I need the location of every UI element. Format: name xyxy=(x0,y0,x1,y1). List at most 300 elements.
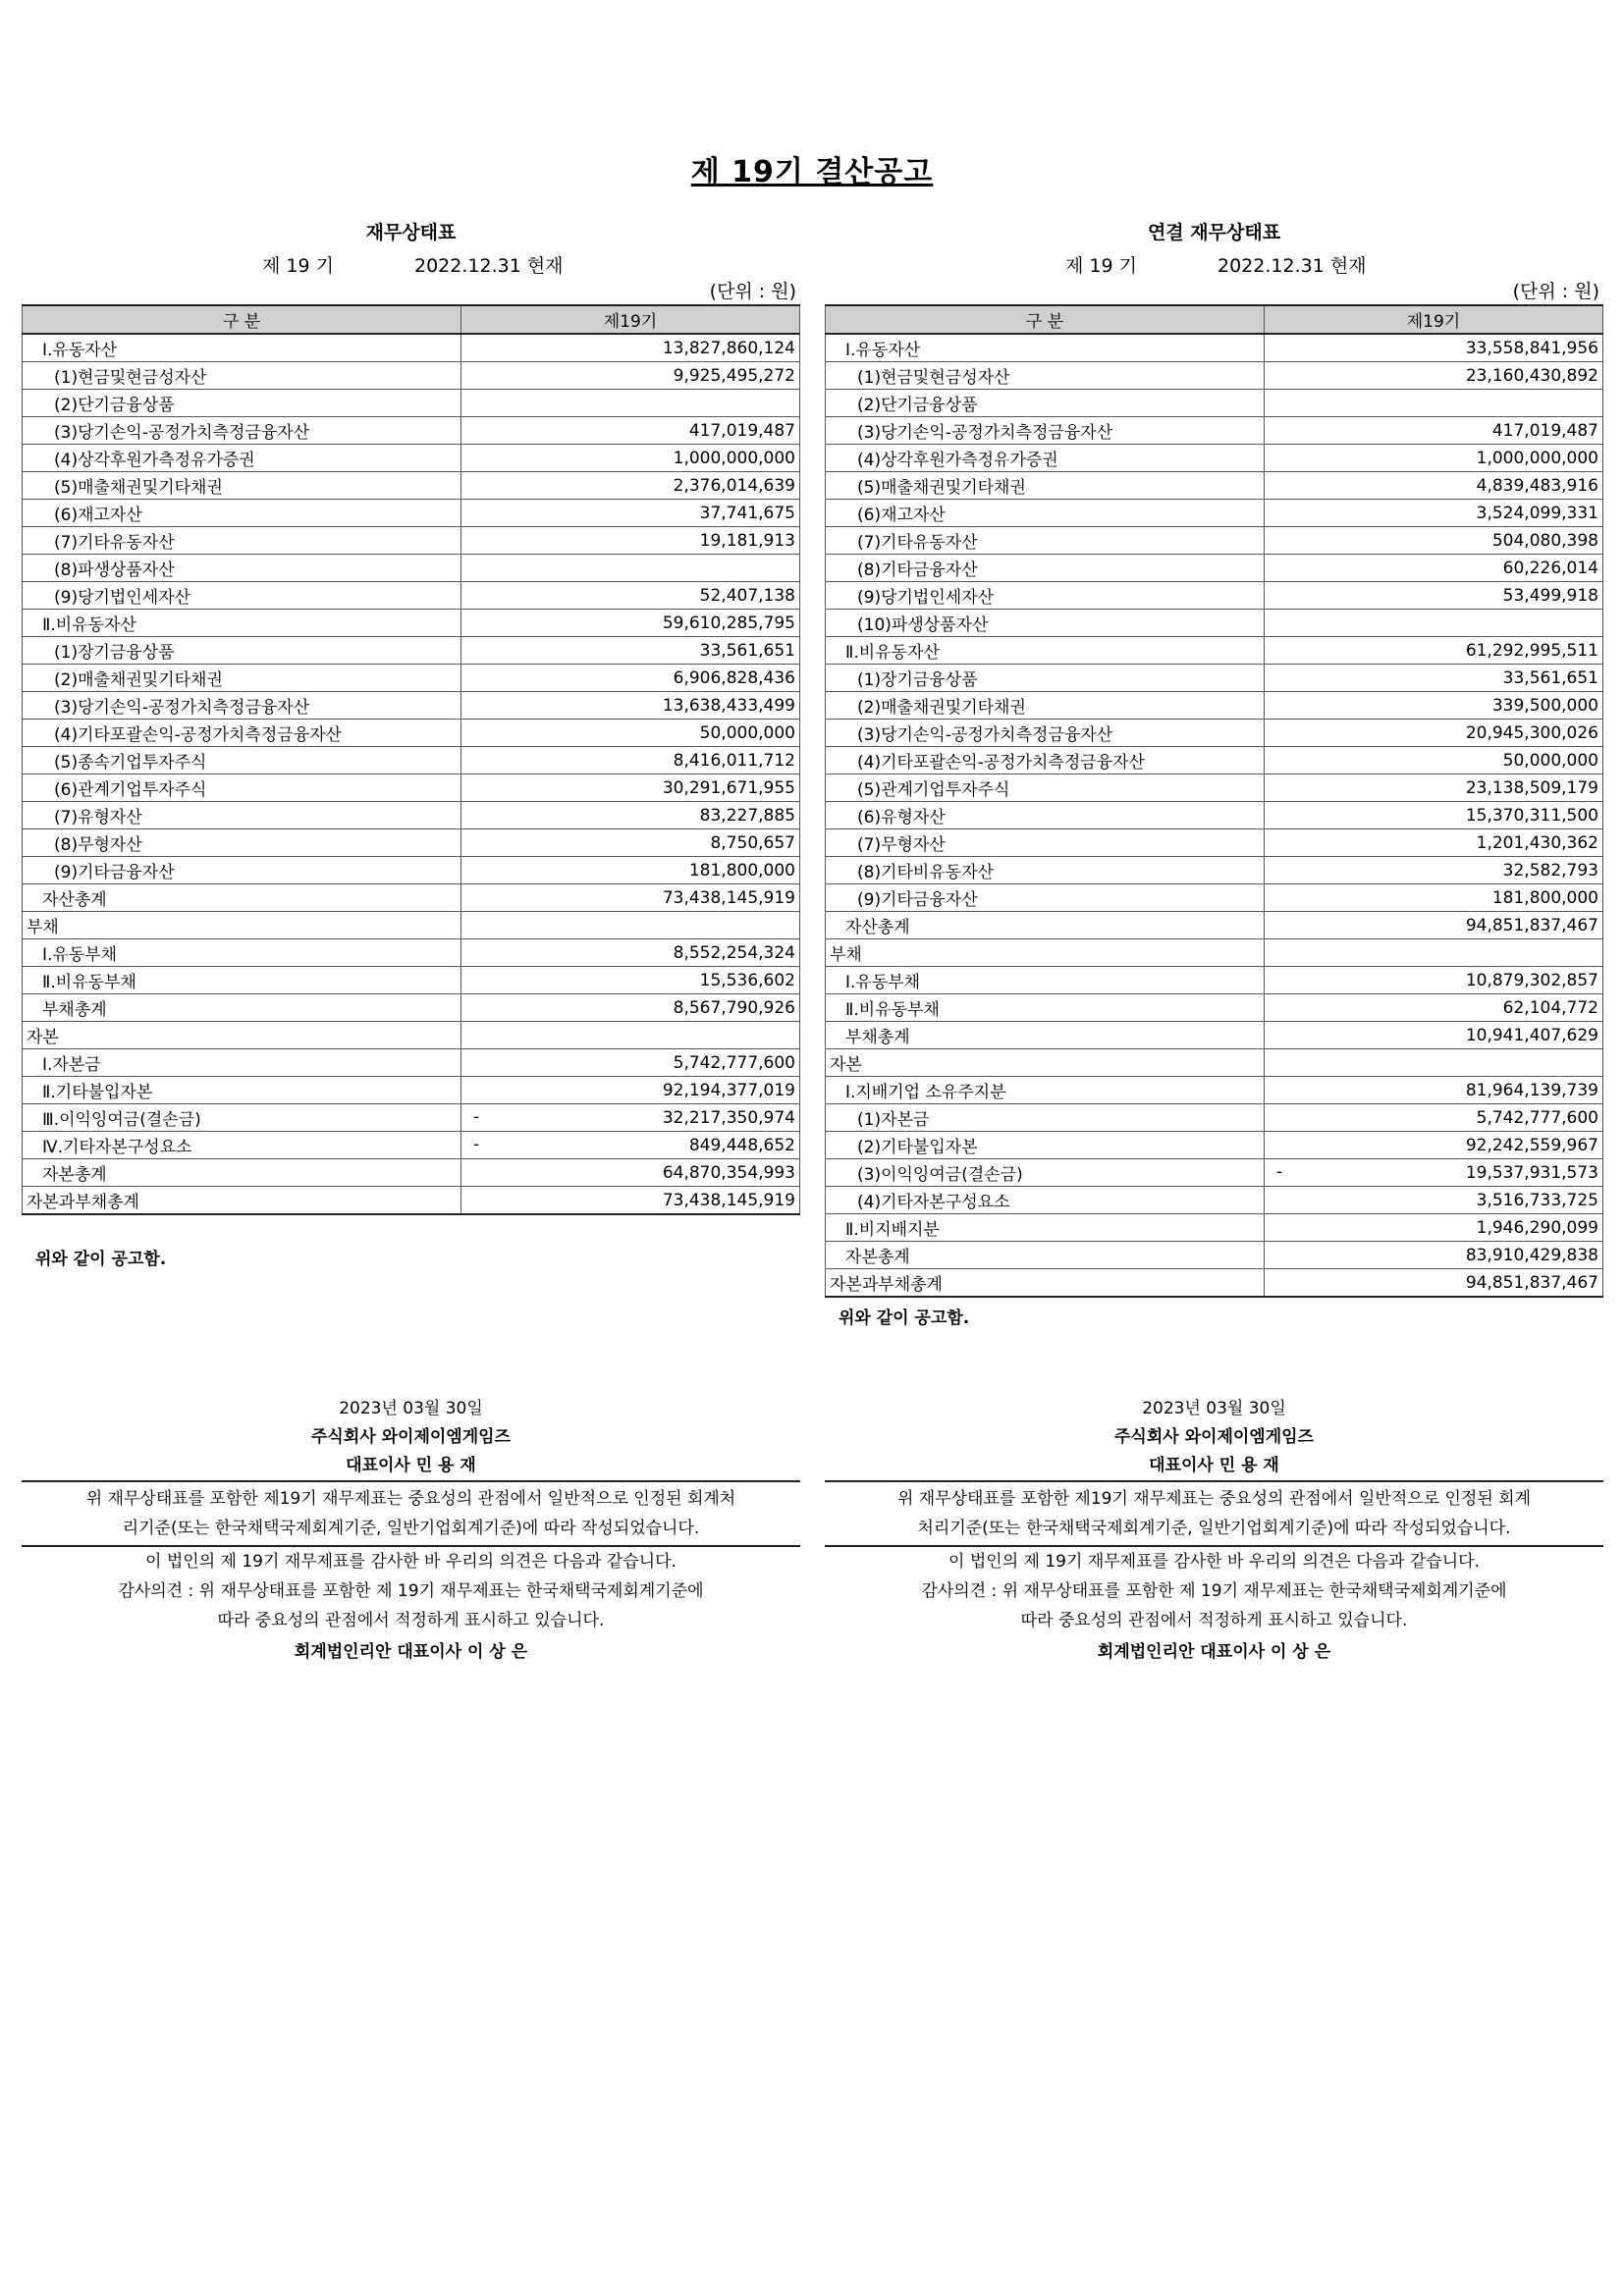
row-value-cell xyxy=(1265,1022,1603,1049)
table-row xyxy=(826,1187,1603,1214)
row-value-cell xyxy=(1265,1187,1603,1214)
row-value: 8,567,790,926 xyxy=(673,997,795,1018)
table-row xyxy=(23,1022,800,1049)
row-value-cell xyxy=(1265,334,1603,362)
row-value-cell xyxy=(1265,967,1603,994)
table-row xyxy=(23,912,800,939)
row-value-cell xyxy=(461,802,800,829)
row-label: Ⅱ.비지배지분 xyxy=(826,1214,1265,1242)
row-value-cell xyxy=(461,1049,800,1077)
table-row xyxy=(826,1214,1603,1242)
row-value-cell xyxy=(461,1159,800,1187)
row-value: 6,906,828,436 xyxy=(673,667,795,688)
row-value-cell xyxy=(461,884,800,912)
row-value: 37,741,675 xyxy=(699,503,795,523)
table-row xyxy=(23,1104,800,1132)
row-label: 자본 xyxy=(826,1049,1265,1077)
audit-line: 처리기준(또는 한국채택국제회계기준, 일반기업회계기준)에 따라 작성되었습니다. xyxy=(917,1519,1511,1538)
row-value: 50,000,000 xyxy=(1502,750,1598,771)
row-value: 9,925,495,272 xyxy=(673,365,795,386)
row-label: (9)당기법인세자산 xyxy=(23,582,461,610)
row-label: (8)기타금융자산 xyxy=(826,555,1265,582)
row-value-cell xyxy=(461,472,800,500)
row-value: 1,000,000,000 xyxy=(1476,448,1598,468)
table-row xyxy=(826,1132,1603,1159)
audit-line: 리기준(또는 한국채택국제회계기준, 일반기업회계기준)에 따라 작성되었습니다. xyxy=(122,1519,700,1538)
row-value: 2,376,014,639 xyxy=(673,475,795,496)
row-value: 5,742,777,600 xyxy=(1476,1107,1598,1128)
row-value: 53,499,918 xyxy=(1502,585,1598,606)
table-row xyxy=(826,884,1603,912)
unit-label: (단위 : 원) xyxy=(709,281,796,302)
table-row xyxy=(826,939,1603,967)
row-label: (6)재고자산 xyxy=(826,500,1265,527)
table-row xyxy=(23,720,800,747)
row-label: Ⅲ.이익잉여금(결손금) xyxy=(23,1104,461,1132)
table-header-row xyxy=(826,305,1603,334)
table-row xyxy=(826,1022,1603,1049)
table-row xyxy=(826,829,1603,857)
row-label: (7)유형자산 xyxy=(23,802,461,829)
row-label: (4)상각후원가측정유가증권 xyxy=(826,445,1265,472)
table-row xyxy=(826,500,1603,527)
row-value-cell xyxy=(461,912,800,939)
table-row xyxy=(23,637,800,665)
row-value: 5,742,777,600 xyxy=(673,1052,795,1073)
row-label: (5)매출채권및기타채권 xyxy=(23,472,461,500)
row-label: (2)단기금융상품 xyxy=(23,390,461,417)
row-label: Ⅰ.유동자산 xyxy=(826,334,1265,362)
row-label: Ⅰ.지배기업 소유주지분 xyxy=(826,1077,1265,1104)
row-label: (9)당기법인세자산 xyxy=(826,582,1265,610)
row-value: 849,448,652 xyxy=(688,1135,795,1155)
row-label: (1)자본금 xyxy=(826,1104,1265,1132)
table-row xyxy=(826,445,1603,472)
row-value-cell xyxy=(1265,1104,1603,1132)
row-label: (3)당기손익-공정가치측정금융자산 xyxy=(23,692,461,720)
row-label: 자본총계 xyxy=(826,1242,1265,1269)
row-label: (8)기타비유동자산 xyxy=(826,857,1265,884)
header-period: 제19기 xyxy=(1265,305,1603,334)
audit-statement xyxy=(22,1482,800,1547)
row-value: 417,019,487 xyxy=(688,420,795,441)
row-value-cell xyxy=(1265,884,1603,912)
table-row xyxy=(826,637,1603,665)
row-value-cell xyxy=(1265,445,1603,472)
row-value-cell xyxy=(1265,994,1603,1022)
table-row xyxy=(826,610,1603,637)
table-row xyxy=(23,1132,800,1159)
period-line xyxy=(825,247,1603,279)
audit-line: 위 재무상태표를 포함한 제19기 재무제표는 중요성의 관점에서 일반적으로 인정된 회계처 xyxy=(85,1489,736,1509)
table-row xyxy=(23,1049,800,1077)
row-value-cell xyxy=(461,390,800,417)
table-row xyxy=(826,1049,1603,1077)
table-row xyxy=(23,994,800,1022)
period-label: 제 19 기 xyxy=(262,255,334,277)
row-value-cell xyxy=(461,939,800,967)
audit-line: 따라 중요성의 관점에서 적정하게 표시하고 있습니다. xyxy=(217,1611,605,1630)
row-value: 83,227,885 xyxy=(699,805,795,826)
table-row xyxy=(826,994,1603,1022)
row-label: (1)현금및현금성자산 xyxy=(826,362,1265,390)
row-value: 3,524,099,331 xyxy=(1476,503,1598,523)
row-value-cell xyxy=(461,1187,800,1215)
row-label: Ⅳ.기타자본구성요소 xyxy=(23,1132,461,1159)
row-value: 8,552,254,324 xyxy=(673,942,795,963)
table-row xyxy=(826,747,1603,774)
row-label: 자산총계 xyxy=(23,884,461,912)
row-value: 32,217,350,974 xyxy=(662,1107,795,1128)
row-value-cell xyxy=(461,637,800,665)
row-value-cell xyxy=(461,994,800,1022)
row-label: (2)기타불입자본 xyxy=(826,1132,1265,1159)
row-value: 3,516,733,725 xyxy=(1476,1190,1598,1210)
row-label: (1)장기금융상품 xyxy=(23,637,461,665)
table-row xyxy=(826,802,1603,829)
table-row xyxy=(826,527,1603,555)
row-value: 1,201,430,362 xyxy=(1476,832,1598,853)
row-value-cell xyxy=(461,582,800,610)
row-label: (10)파생상품자산 xyxy=(826,610,1265,637)
row-value: 10,879,302,857 xyxy=(1465,970,1598,990)
row-value-cell xyxy=(461,857,800,884)
page-title: 제 19기 결산공고 xyxy=(690,155,934,189)
row-label: (4)기타포괄손익-공정가치측정금융자산 xyxy=(23,720,461,747)
row-value: 33,561,651 xyxy=(1502,667,1598,688)
table-row xyxy=(23,774,800,802)
row-value-cell xyxy=(1265,692,1603,720)
audit-opinion xyxy=(825,1547,1603,1635)
row-value-cell xyxy=(1265,417,1603,445)
row-value-cell xyxy=(461,610,800,637)
row-label: Ⅱ.비유동부채 xyxy=(23,967,461,994)
audit-statement xyxy=(825,1482,1603,1547)
row-value-cell xyxy=(461,362,800,390)
table-row xyxy=(23,472,800,500)
row-label: (9)기타금융자산 xyxy=(826,884,1265,912)
row-value: 81,964,139,739 xyxy=(1465,1080,1598,1100)
row-value-cell xyxy=(1265,582,1603,610)
row-value: 61,292,995,511 xyxy=(1465,640,1598,661)
row-value: 94,851,837,467 xyxy=(1465,915,1598,935)
row-value-cell xyxy=(1265,1077,1603,1104)
row-label: (3)당기손익-공정가치측정금융자산 xyxy=(826,720,1265,747)
row-value-cell xyxy=(1265,1214,1603,1242)
table-row xyxy=(23,610,800,637)
table-row xyxy=(23,445,800,472)
table-row xyxy=(826,665,1603,692)
row-label: (2)단기금융상품 xyxy=(826,390,1265,417)
announcement-date: 2023년 03월 30일 xyxy=(339,1399,483,1418)
row-label: (1)현금및현금성자산 xyxy=(23,362,461,390)
row-label: (9)기타금융자산 xyxy=(23,857,461,884)
row-label: (5)매출채권및기타채권 xyxy=(826,472,1265,500)
table-row xyxy=(826,390,1603,417)
row-label: (7)기타유동자산 xyxy=(23,527,461,555)
table-row xyxy=(23,1077,800,1104)
ceo-name: 대표이사 민 용 재 xyxy=(22,1451,800,1482)
row-value: 73,438,145,919 xyxy=(662,1190,795,1210)
statement-title: 재무상태표 xyxy=(365,222,457,243)
row-value: 33,558,841,956 xyxy=(1465,338,1598,358)
negative-sign: - xyxy=(473,1135,480,1154)
consolidated-balance-sheet-table xyxy=(825,304,1603,1298)
row-value-cell xyxy=(1265,500,1603,527)
row-value-cell xyxy=(461,500,800,527)
row-label: (4)상각후원가측정유가증권 xyxy=(23,445,461,472)
negative-sign: - xyxy=(473,1107,480,1127)
row-value-cell xyxy=(461,527,800,555)
row-label: (5)관계기업투자주식 xyxy=(826,774,1265,802)
signature-block-right xyxy=(825,1394,1603,1669)
audit-line: 위 재무상태표를 포함한 제19기 재무제표는 중요성의 관점에서 일반적으로 인정된 회계 xyxy=(896,1489,1532,1509)
header-category: 구 분 xyxy=(826,305,1265,334)
row-label: (4)기타자본구성요소 xyxy=(826,1187,1265,1214)
row-value: 62,104,772 xyxy=(1502,997,1598,1018)
row-value-cell xyxy=(1265,1269,1603,1298)
header-category: 구 분 xyxy=(23,305,461,334)
row-label: (7)무형자산 xyxy=(826,829,1265,857)
row-value: 92,194,377,019 xyxy=(662,1080,795,1100)
table-row xyxy=(826,1242,1603,1269)
table-row xyxy=(826,362,1603,390)
row-value: 13,638,433,499 xyxy=(662,695,795,716)
announcement-note: 위와 같이 공고함. xyxy=(839,1308,970,1328)
row-value: 13,827,860,124 xyxy=(662,338,795,358)
row-label: Ⅱ.비유동부채 xyxy=(826,994,1265,1022)
row-label: (3)당기손익-공정가치측정금융자산 xyxy=(826,417,1265,445)
table-row xyxy=(23,692,800,720)
row-label: 부채총계 xyxy=(23,994,461,1022)
row-label: (3)이익잉여금(결손금) xyxy=(826,1159,1265,1187)
row-label: (8)파생상품자산 xyxy=(23,555,461,582)
company-name: 주식회사 와이제이엠게임즈 xyxy=(311,1427,511,1447)
row-value: 52,407,138 xyxy=(699,585,795,606)
table-row xyxy=(826,417,1603,445)
table-row xyxy=(826,555,1603,582)
row-value-cell xyxy=(1265,390,1603,417)
row-value-cell xyxy=(1265,1242,1603,1269)
table-row xyxy=(826,1104,1603,1132)
table-row xyxy=(23,417,800,445)
row-value: 1,000,000,000 xyxy=(673,448,795,468)
row-value: 1,946,290,099 xyxy=(1476,1217,1598,1238)
row-value: 60,226,014 xyxy=(1502,558,1598,578)
row-value-cell xyxy=(461,417,800,445)
balance-sheet-table xyxy=(22,304,800,1215)
row-value: 417,019,487 xyxy=(1491,420,1598,441)
consolidated-statement-section xyxy=(825,218,1603,1328)
row-value-cell xyxy=(461,1077,800,1104)
row-value: 64,870,354,993 xyxy=(662,1162,795,1183)
row-value: 19,537,931,573 xyxy=(1465,1162,1598,1183)
row-label: Ⅱ.비유동자산 xyxy=(23,610,461,637)
row-value-cell xyxy=(461,829,800,857)
table-row xyxy=(23,390,800,417)
row-label: 자산총계 xyxy=(826,912,1265,939)
row-label: 자본과부채총계 xyxy=(826,1269,1265,1298)
row-label: (5)종속기업투자주식 xyxy=(23,747,461,774)
table-row xyxy=(23,747,800,774)
row-value: 8,416,011,712 xyxy=(673,750,795,771)
row-value: 92,242,559,967 xyxy=(1465,1135,1598,1155)
table-row xyxy=(826,774,1603,802)
row-value-cell xyxy=(1265,857,1603,884)
row-value: 15,370,311,500 xyxy=(1465,805,1598,826)
table-row xyxy=(23,555,800,582)
audit-line: 감사의견 : 위 재무상태표를 포함한 제 19기 재무제표는 한국채택국제회계기준에 xyxy=(118,1581,704,1601)
row-label: (2)매출채권및기타채권 xyxy=(23,665,461,692)
table-row xyxy=(826,720,1603,747)
table-row xyxy=(826,1159,1603,1187)
row-label: (4)기타포괄손익-공정가치측정금융자산 xyxy=(826,747,1265,774)
row-value: 19,181,913 xyxy=(699,530,795,551)
table-row xyxy=(826,857,1603,884)
row-value-cell xyxy=(461,445,800,472)
audit-line: 이 법인의 제 19기 재무제표를 감사한 바 우리의 의견은 다음과 같습니다. xyxy=(145,1552,677,1572)
row-value-cell xyxy=(1265,472,1603,500)
signature-block-left xyxy=(22,1394,800,1669)
table-row xyxy=(23,802,800,829)
row-value: 50,000,000 xyxy=(699,722,795,743)
row-label: 부채 xyxy=(23,912,461,939)
row-value-cell xyxy=(461,967,800,994)
table-row xyxy=(23,334,800,362)
row-label: Ⅰ.유동자산 xyxy=(23,334,461,362)
row-value: 23,138,509,179 xyxy=(1465,777,1598,798)
row-value-cell xyxy=(1265,637,1603,665)
row-value: 10,941,407,629 xyxy=(1465,1025,1598,1045)
row-label: (6)관계기업투자주식 xyxy=(23,774,461,802)
row-label: 부채 xyxy=(826,939,1265,967)
row-value-cell xyxy=(1265,665,1603,692)
table-row xyxy=(23,884,800,912)
row-value: 4,839,483,916 xyxy=(1476,475,1598,496)
row-value-cell xyxy=(1265,1049,1603,1077)
row-value-cell xyxy=(1265,747,1603,774)
unit-label: (단위 : 원) xyxy=(1512,281,1599,302)
row-value-cell xyxy=(1265,1159,1603,1187)
row-value-cell xyxy=(1265,720,1603,747)
row-value-cell xyxy=(1265,527,1603,555)
table-row xyxy=(23,1187,800,1215)
statement-title: 연결 재무상태표 xyxy=(1147,222,1281,243)
row-value-cell xyxy=(461,1022,800,1049)
table-row xyxy=(23,582,800,610)
row-label: (8)무형자산 xyxy=(23,829,461,857)
row-value-cell xyxy=(1265,912,1603,939)
row-value-cell xyxy=(461,692,800,720)
period-date: 2022.12.31 현재 xyxy=(1218,255,1367,277)
row-value-cell xyxy=(1265,555,1603,582)
row-label: Ⅱ.기타불입자본 xyxy=(23,1077,461,1104)
auditor-name: 회계법인리안 대표이사 이 상 은 xyxy=(1097,1642,1331,1662)
row-label: (7)기타유동자산 xyxy=(826,527,1265,555)
auditor-name: 회계법인리안 대표이사 이 상 은 xyxy=(294,1642,528,1662)
row-label: (3)당기손익-공정가치측정금융자산 xyxy=(23,417,461,445)
row-value: 15,536,602 xyxy=(699,970,795,990)
row-label: Ⅰ.유동부채 xyxy=(826,967,1265,994)
row-value-cell xyxy=(461,1132,800,1159)
row-value: 181,800,000 xyxy=(688,860,795,881)
row-value-cell xyxy=(461,555,800,582)
audit-line: 이 법인의 제 19기 재무제표를 감사한 바 우리의 의견은 다음과 같습니다. xyxy=(948,1552,1480,1572)
table-row xyxy=(826,912,1603,939)
row-value: 20,945,300,026 xyxy=(1465,722,1598,743)
table-row xyxy=(826,692,1603,720)
row-value: 83,910,429,838 xyxy=(1465,1245,1598,1265)
row-value: 32,582,793 xyxy=(1502,860,1598,881)
table-row xyxy=(826,1077,1603,1104)
row-label: (6)재고자산 xyxy=(23,500,461,527)
period-label: 제 19 기 xyxy=(1065,255,1137,277)
row-value: 73,438,145,919 xyxy=(662,887,795,908)
row-value-cell xyxy=(1265,802,1603,829)
table-row xyxy=(826,472,1603,500)
table-row xyxy=(826,967,1603,994)
row-label: 자본과부채총계 xyxy=(23,1187,461,1215)
row-label: (6)유형자산 xyxy=(826,802,1265,829)
row-value-cell xyxy=(1265,774,1603,802)
table-row xyxy=(23,1159,800,1187)
row-value-cell xyxy=(461,747,800,774)
period-line xyxy=(22,247,800,279)
row-label: 부채총계 xyxy=(826,1022,1265,1049)
table-row xyxy=(826,334,1603,362)
company-name: 주식회사 와이제이엠게임즈 xyxy=(1114,1427,1314,1447)
row-value: 181,800,000 xyxy=(1491,887,1598,908)
audit-line: 따라 중요성의 관점에서 적정하게 표시하고 있습니다. xyxy=(1020,1611,1408,1630)
period-date: 2022.12.31 현재 xyxy=(414,255,564,277)
row-value: 23,160,430,892 xyxy=(1465,365,1598,386)
row-label: Ⅰ.자본금 xyxy=(23,1049,461,1077)
announcement-note: 위와 같이 공고함. xyxy=(35,1250,167,1269)
table-row xyxy=(23,362,800,390)
row-value-cell xyxy=(461,720,800,747)
row-label: Ⅱ.비유동자산 xyxy=(826,637,1265,665)
row-value-cell xyxy=(461,774,800,802)
separate-statement-section xyxy=(22,218,800,1269)
table-row xyxy=(23,939,800,967)
table-row xyxy=(23,527,800,555)
row-value: 59,610,285,795 xyxy=(662,613,795,633)
row-value: 30,291,671,955 xyxy=(662,777,795,798)
row-value: 504,080,398 xyxy=(1491,530,1598,551)
row-value: 33,561,651 xyxy=(699,640,795,661)
table-row xyxy=(23,967,800,994)
table-row xyxy=(826,1269,1603,1298)
ceo-name: 대표이사 민 용 재 xyxy=(825,1451,1603,1482)
row-label: (2)매출채권및기타채권 xyxy=(826,692,1265,720)
row-value-cell xyxy=(1265,939,1603,967)
row-value-cell xyxy=(1265,362,1603,390)
audit-opinion xyxy=(22,1547,800,1635)
table-row xyxy=(23,857,800,884)
negative-sign: - xyxy=(1276,1162,1283,1182)
row-label: Ⅰ.유동부채 xyxy=(23,939,461,967)
row-value: 94,851,837,467 xyxy=(1465,1272,1598,1293)
header-period: 제19기 xyxy=(461,305,800,334)
row-value: 339,500,000 xyxy=(1491,695,1598,716)
table-row xyxy=(23,500,800,527)
row-value-cell xyxy=(461,334,800,362)
row-value-cell xyxy=(461,665,800,692)
row-value-cell xyxy=(461,1104,800,1132)
announcement-date: 2023년 03월 30일 xyxy=(1142,1399,1286,1418)
row-value-cell xyxy=(1265,1132,1603,1159)
row-value-cell xyxy=(1265,610,1603,637)
